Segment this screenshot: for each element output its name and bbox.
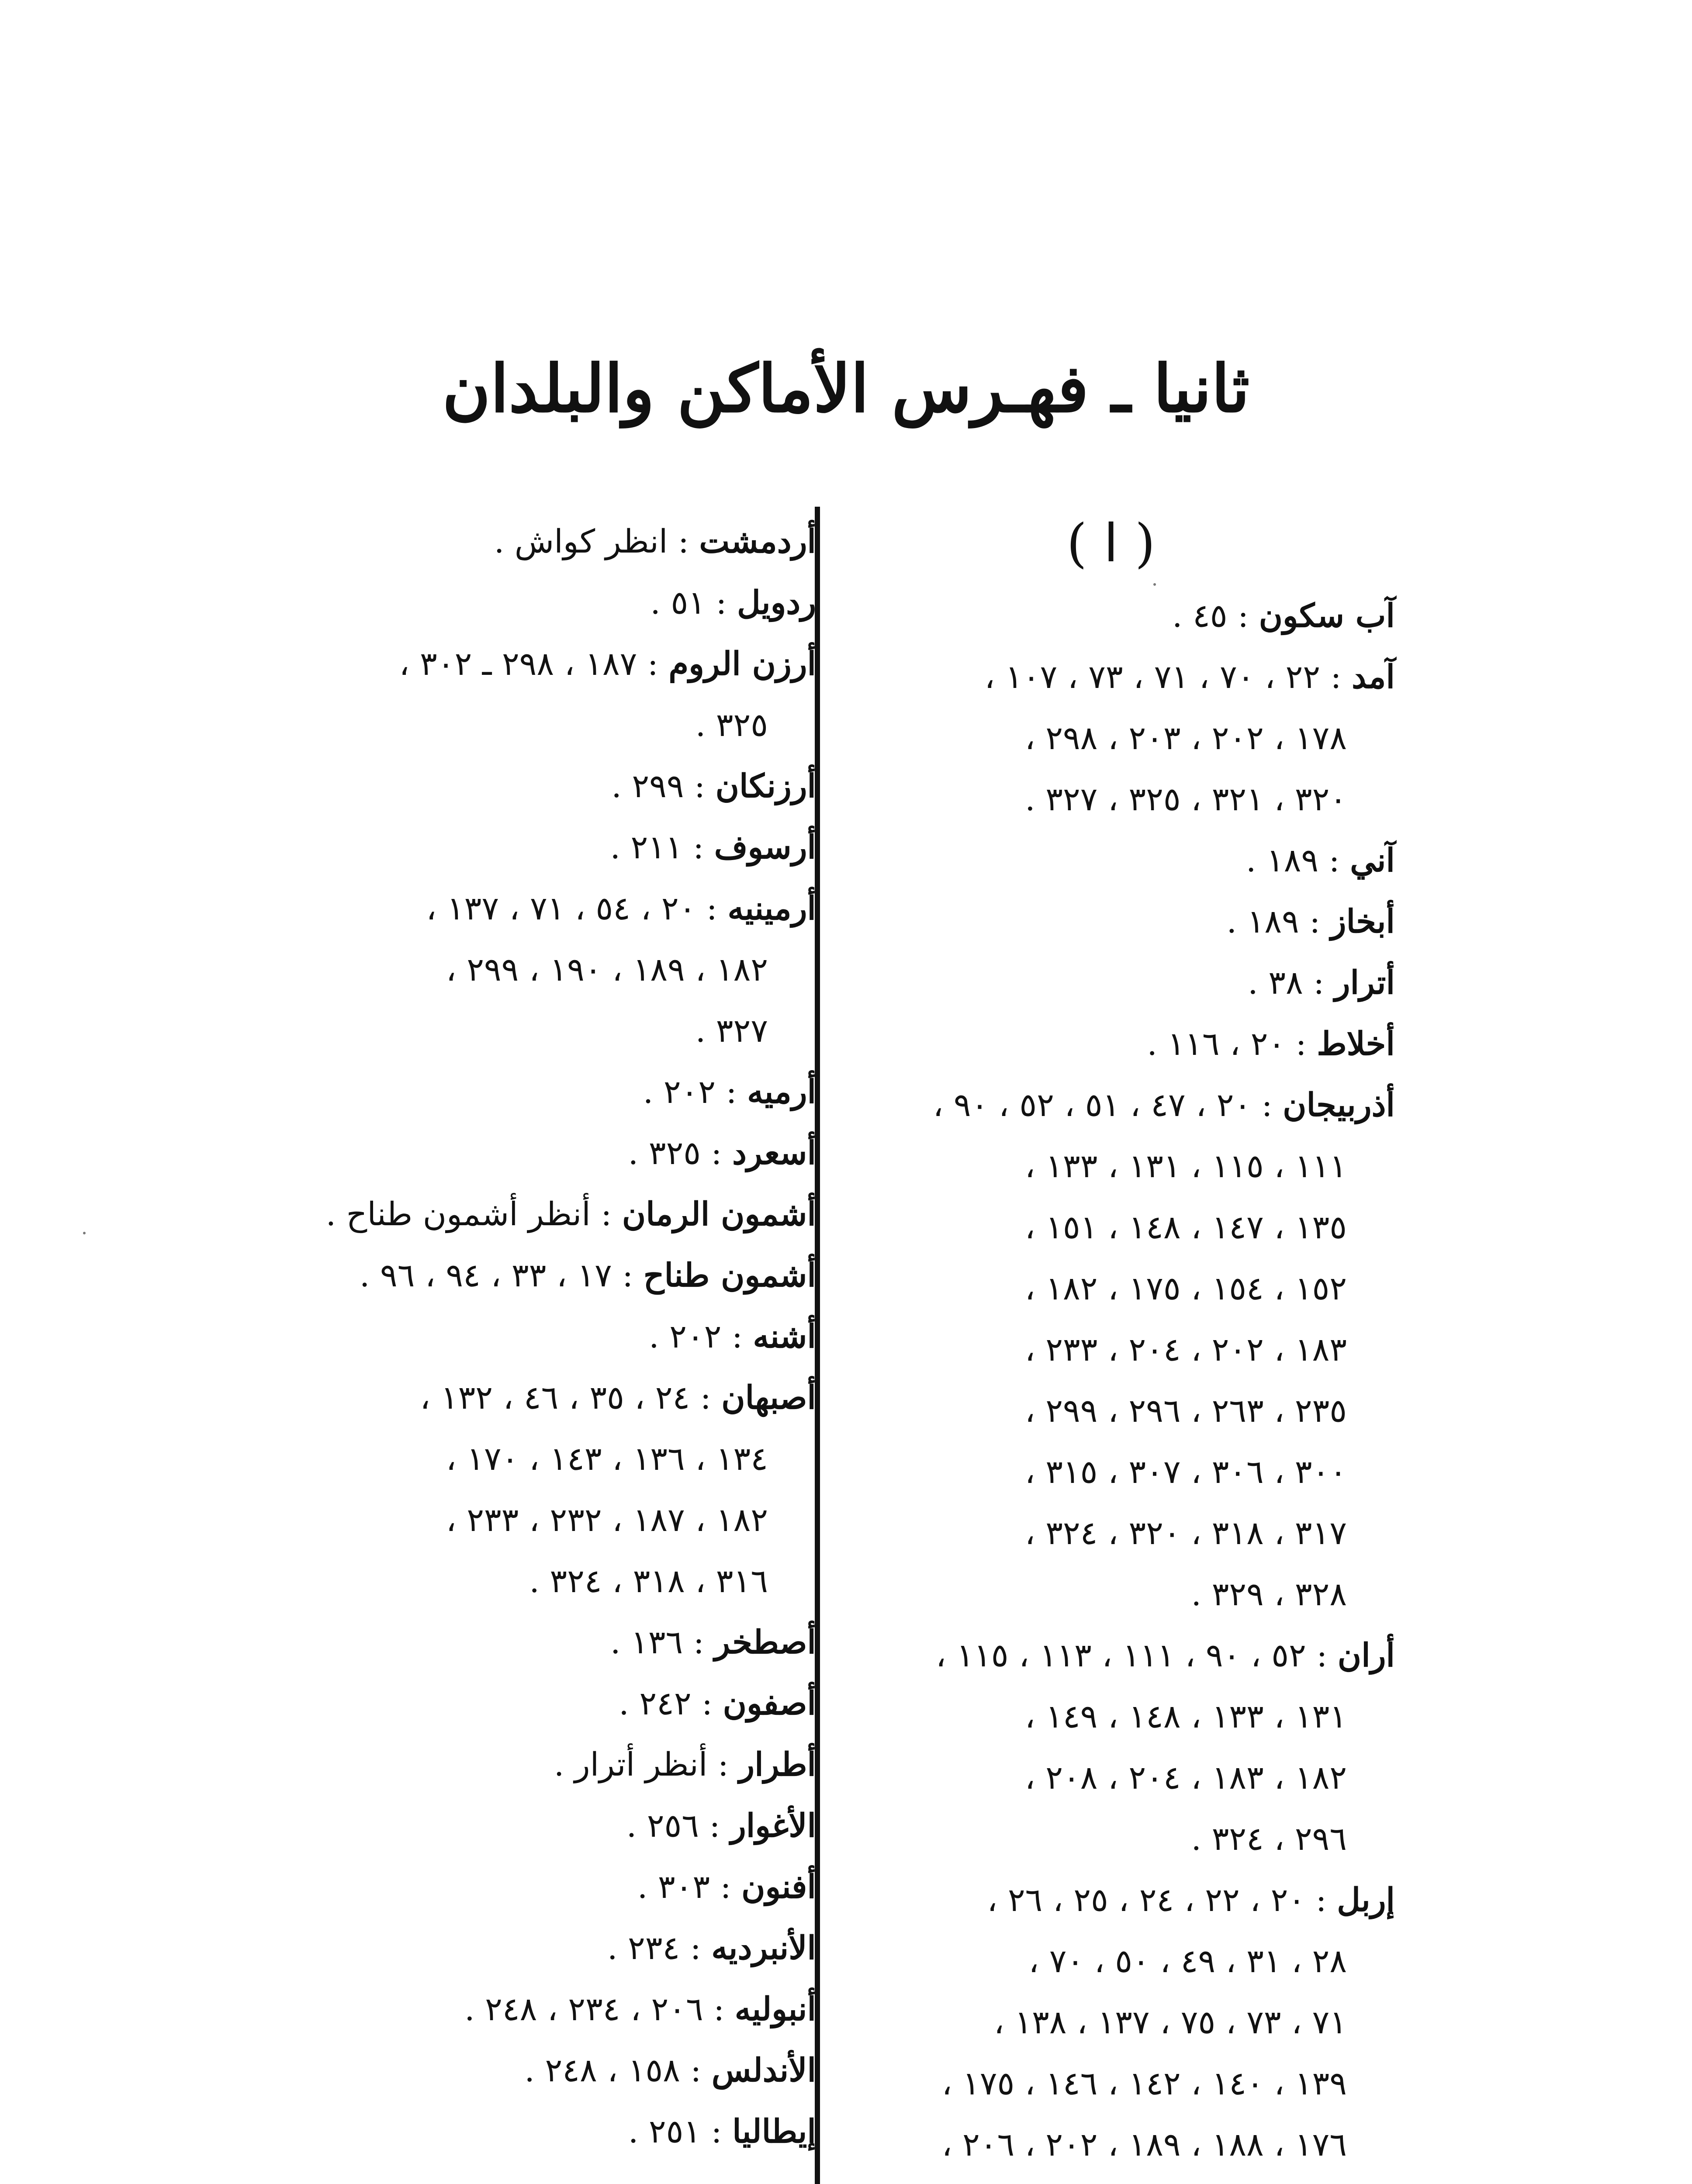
place-name: أصبهان [721,1379,816,1417]
page-refs: : ٢٢ ، ٧٠ ، ٧١ ، ٧٣ ، ١٠٧ ، [984,658,1342,696]
index-entry [827,1075,1395,1625]
place-name: آمد [1351,658,1395,696]
index-entry [226,2101,816,2162]
page-refs: : ١٥٨ ، ٢٤٨ . [524,2052,702,2089]
page-refs-continued: ٣٠٠ ، ٣٠٦ ، ٣٠٧ ، ٣١٥ ، [1024,1453,1347,1491]
page-refs: : ٥١ . [650,584,727,622]
place-name: أرسوف [714,829,816,866]
index-entry [226,1367,816,1612]
page-refs-continued: ٣٢٨ ، ٣٢٩ . [1191,1576,1347,1613]
index-entry [226,633,816,756]
place-name: أفنون [741,1868,816,1906]
index-entry [827,952,1395,1013]
place-name: أصفون [723,1685,816,1722]
page-refs-continued: ٢٨ ، ٣١ ، ٤٩ ، ٥٠ ، ٧٠ ، [1028,1942,1347,1980]
page-refs: : ٢٩٩ . [611,767,706,805]
page-refs-continued: ١٣٩ ، ١٤٠ ، ١٤٢ ، ١٤٦ ، ١٧٥ ، [941,2065,1347,2102]
index-entry [226,878,816,1061]
page-refs: : ٢٤ ، ٣٥ ، ٤٦ ، ١٣٢ ، [420,1379,711,1417]
page-refs-continued: ٣٢٧ . [695,1012,768,1050]
left-entries [226,511,816,2162]
index-entry [827,646,1395,830]
page-refs-continued: ١١١ ، ١١٥ ، ١٣١ ، ١٣٣ ، [1024,1147,1347,1185]
page-refs-continued: ١٨٢ ، ١٨٩ ، ١٩٠ ، ٢٩٩ ، [446,951,768,988]
page-refs: : ٢٤٢ . [619,1685,713,1722]
left-column [226,511,816,2162]
index-entry [827,585,1395,646]
index-entry [226,572,816,633]
page-refs: : ١٣٦ . [610,1624,704,1661]
index-entry [226,1184,816,1245]
index-entry [226,817,816,878]
place-name: أصطخر [714,1624,816,1661]
right-column [827,511,1395,2184]
page-refs: : ٢١١ . [610,829,704,866]
place-name: أذربيجان [1283,1086,1395,1124]
page-refs: : ٢٠٢ . [649,1318,743,1355]
page-refs-continued: ١٨٢ ، ١٨٣ ، ٢٠٤ ، ٢٠٨ ، [1024,1759,1347,1797]
place-name: ردويل [737,584,816,622]
page-refs-continued: ١٣٤ ، ١٣٦ ، ١٤٣ ، ١٧٠ ، [446,1440,768,1478]
place-name: أردمشت [699,523,816,560]
index-entry [226,756,816,817]
place-name: أبخاز [1330,903,1395,940]
index-entry [226,1734,816,1795]
place-name: آني [1350,842,1395,879]
page-refs: : انظر كواش . [494,523,689,560]
page-refs-continued: ٧١ ، ٧٣ ، ٧٥ ، ١٣٧ ، ١٣٨ ، [993,2004,1347,2041]
page-refs: : ٢٥١ . [628,2113,722,2150]
place-name: أسعرد [732,1134,816,1172]
page-refs-continued: ٣١٧ ، ٣١٨ ، ٣٢٠ ، ٣٢٤ ، [1024,1514,1347,1552]
index-entry [226,2040,816,2101]
index-entry [827,1870,1395,2184]
page-refs-continued: ٢٩٦ ، ٣٢٤ . [1191,1820,1347,1858]
letter-heading: ( ا ) [1066,513,1156,574]
place-name: إيطاليا [732,2113,816,2150]
page-refs: : ٢٥٦ . [626,1807,720,1845]
page-refs-continued: ٣١٦ ، ٣١٨ ، ٣٢٤ . [529,1562,768,1600]
place-name: آب سكون [1259,597,1395,635]
page-refs: : ٣٠٣ . [637,1868,731,1906]
index-entry [827,1625,1395,1870]
place-name: أخلاط [1317,1025,1395,1063]
index-entry [226,1245,816,1306]
right-entries [827,585,1395,2184]
index-entry [226,1979,816,2040]
place-name: أرزن الروم [668,645,816,683]
page-refs-continued: ١٨٣ ، ٢٠٢ ، ٢٠٤ ، ٢٣٣ ، [1024,1331,1347,1368]
page-refs: : ١٧ ، ٣٣ ، ٩٤ ، ٩٦ . [359,1257,633,1294]
place-name: أشنه [753,1318,816,1355]
page-refs-continued: ١٣٥ ، ١٤٧ ، ١٤٨ ، ١٥١ ، [1024,1209,1347,1246]
page-refs: : ٢٠ ، ٥٤ ، ٧١ ، ١٣٧ ، [426,890,717,927]
page-refs: : ٢٠ ، ١١٦ . [1147,1025,1307,1063]
page-refs-continued: ١٧٨ ، ٢٠٢ ، ٢٠٣ ، ٢٩٨ ، [1024,719,1347,757]
place-name: الأنبرديه [711,1929,816,1967]
index-entry [226,1306,816,1367]
page-refs: : ٤٥ . [1172,597,1249,635]
index-entry [226,1061,816,1123]
place-name: أران [1337,1637,1395,1674]
page-refs-continued: ٣٢٥ . [695,706,768,744]
page-refs: : ٢٣٤ . [607,1929,701,1967]
index-entry [827,830,1395,891]
place-name: الأندلس [711,2052,816,2089]
page-refs-continued: ١٥٢ ، ١٥٤ ، ١٧٥ ، ١٨٢ ، [1024,1270,1347,1307]
place-name: أطرار [739,1746,816,1783]
page-title: ثانيا ـ فهـرس الأماكن والبلدان [442,350,1250,427]
place-name: إربل [1337,1881,1395,1919]
page-refs: : ١٨٩ . [1226,903,1321,940]
index-entry [226,511,816,572]
page-refs-continued [827,2175,1395,2184]
page-refs: : ١٨٩ . [1246,842,1340,879]
page-refs: : ٢٠٢ . [643,1073,737,1111]
index-entry [226,1918,816,1979]
index-entry [226,1795,816,1856]
place-name: الأغوار [730,1807,816,1845]
page-refs: : ٢٠٦ ، ٢٣٤ ، ٢٤٨ . [464,1990,725,2028]
place-name: أرمينيه [727,890,816,927]
place-name: أشمون طناح [643,1257,816,1294]
page-refs: : ٢٠ ، ٤٧ ، ٥١ ، ٥٢ ، ٩٠ ، [933,1086,1273,1124]
place-name: أرميه [747,1073,816,1111]
index-entry [226,1612,816,1673]
page-refs-continued: ١٨٢ ، ١٨٧ ، ٢٣٢ ، ٢٣٣ ، [446,1501,768,1539]
index-entry [226,1856,816,1918]
page-refs: : ١٨٧ ، ٢٩٨ ـ ٣٠٢ ، [399,645,658,683]
page-refs: : ٣٨ . [1248,964,1325,1002]
page-refs: : أنظر أشمون طناح . [325,1196,612,1233]
page-refs: : ٥٢ ، ٩٠ ، ١١١ ، ١١٣ ، ١١٥ ، [935,1637,1328,1674]
page-refs-continued: ٣٢٠ ، ٣٢١ ، ٣٢٥ ، ٣٢٧ . [1025,781,1347,818]
index-entry [226,1673,816,1734]
place-name: أشمون الرمان [622,1196,816,1233]
page-refs: : أنظر أترار . [554,1746,729,1783]
page-refs-continued: ١٧٦ ، ١٨٨ ، ١٨٩ ، ٢٠٢ ، ٢٠٦ ، [941,2126,1347,2163]
page-refs-continued: ١٣١ ، ١٣٣ ، ١٤٨ ، ١٤٩ ، [1024,1698,1347,1735]
index-entry [827,1013,1395,1075]
page-refs-continued: ٢٣٥ ، ٢٦٣ ، ٢٩٦ ، ٢٩٩ ، [1024,1392,1347,1430]
index-entry [827,891,1395,952]
index-entry [226,1123,816,1184]
page-refs: : ٢٠ ، ٢٢ ، ٢٤ ، ٢٥ ، ٢٦ ، [987,1881,1327,1919]
place-name: أرزنكان [715,767,816,805]
place-name: أترار [1334,964,1395,1002]
place-name: أنبوليه [734,1990,816,2028]
page-refs: : ٣٢٥ . [628,1134,722,1172]
